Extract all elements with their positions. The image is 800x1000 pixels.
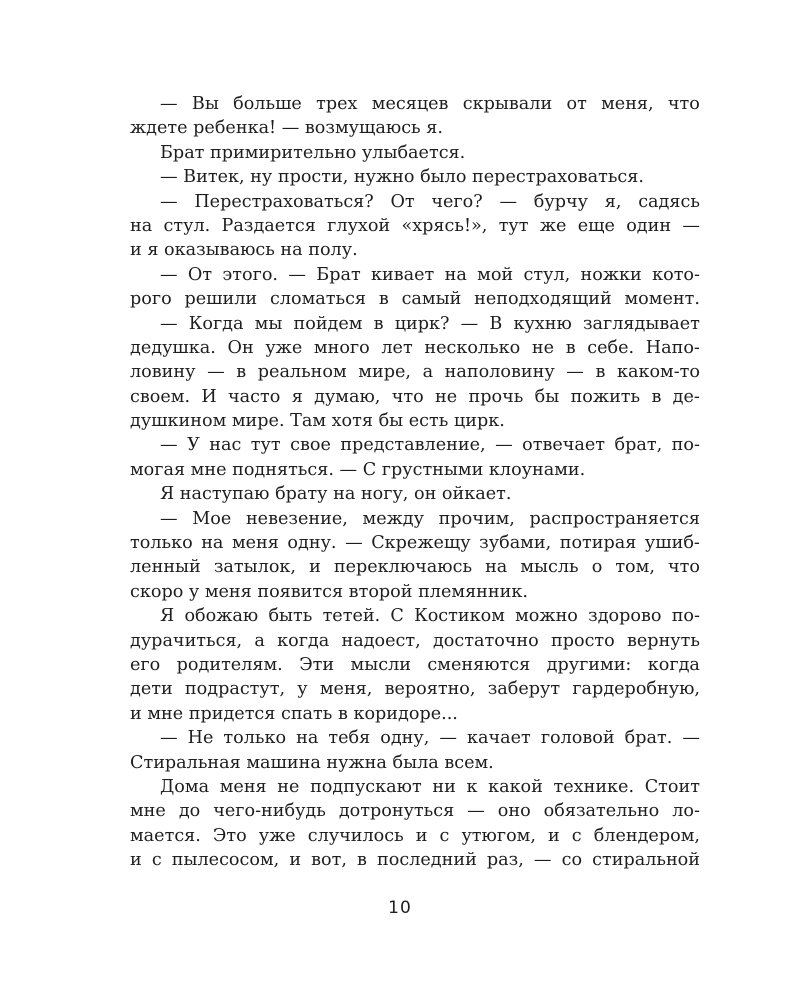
text-word: и: [309, 557, 321, 578]
text-word: —: [439, 728, 457, 749]
text-word: до: [178, 801, 201, 822]
text-word: просто: [550, 630, 615, 651]
text-word: вероятно,: [384, 679, 476, 700]
text-word: вернуть: [626, 630, 700, 651]
text-word: —: [495, 435, 513, 456]
text-word: Брат: [316, 264, 361, 285]
text-word: с: [151, 850, 162, 871]
text-line: [130, 312, 700, 336]
text-word: представление,: [340, 435, 486, 456]
text-word: раз,: [486, 850, 524, 871]
text-word: Перестраховаться?: [194, 191, 374, 212]
text-word: тебя: [328, 728, 371, 749]
text-word: меня: [231, 533, 279, 554]
text-line: [130, 775, 700, 799]
text-word: кото-: [652, 264, 700, 285]
text-word: Когда: [188, 313, 244, 334]
text-word: ленный: [130, 557, 201, 578]
text-word: —: [533, 850, 552, 871]
text-line: [130, 214, 700, 238]
text-word: на: [296, 728, 319, 749]
text-word: заглядывает: [582, 313, 700, 334]
text-word: стиральной: [592, 850, 700, 871]
text-word: зубами,: [479, 533, 552, 554]
text-word: один: [626, 215, 672, 236]
text-word: Дома: [160, 776, 210, 797]
text-word: От: [390, 191, 415, 212]
text-word: чего?: [431, 191, 483, 212]
text-word: каком-то: [616, 362, 700, 383]
text-word: подрастут,: [184, 679, 286, 700]
text-word: не: [277, 776, 300, 797]
text-word: «хрясь!»,: [401, 215, 488, 236]
text-line: [130, 92, 700, 116]
text-word: что: [667, 557, 700, 578]
text-word: рого: [130, 289, 172, 310]
text-word: Это: [212, 825, 247, 846]
text-word: де-: [672, 386, 700, 407]
text-word: прочим,: [438, 508, 515, 529]
text-word: еще: [577, 215, 615, 236]
text-word: технике.: [553, 776, 635, 797]
text-line: Стиральная машина нужна была всем.: [130, 752, 494, 773]
page-number: 10: [388, 898, 412, 918]
text-word: ловину: [130, 362, 196, 383]
text-word: переключаюсь: [333, 557, 473, 578]
text-word: только: [223, 728, 287, 749]
text-word: тетей.: [322, 606, 381, 627]
text-word: мается.: [130, 825, 201, 846]
text-line: [130, 263, 700, 287]
text-word: дурачиться,: [130, 630, 243, 651]
text-word: а: [254, 630, 265, 651]
text-word: —: [207, 362, 225, 383]
text-word: качает: [467, 728, 531, 749]
text-word: у: [297, 679, 308, 700]
text-line: [130, 799, 700, 823]
text-word: пылесосом,: [171, 850, 280, 871]
text-word: От: [187, 264, 213, 285]
text-word: дотронуться: [338, 801, 455, 822]
text-word: своем.: [130, 386, 191, 407]
text-word: мысли: [350, 654, 411, 675]
text-word: —: [682, 728, 700, 749]
text-word: месяцев: [371, 94, 449, 114]
text-line: [130, 848, 700, 872]
text-line: [130, 507, 700, 531]
text-word: и: [548, 825, 560, 846]
text-word: трех: [316, 94, 358, 114]
text-line: [130, 433, 700, 457]
text-word: нас: [209, 435, 242, 456]
text-word: меня,: [601, 94, 654, 114]
text-word: невезение,: [245, 508, 348, 529]
text-word: брат,: [614, 435, 663, 456]
text-word: С: [390, 606, 404, 627]
text-word: не: [531, 337, 555, 358]
text-word: Костиком: [414, 606, 505, 627]
text-word: много: [313, 337, 370, 358]
text-word: уже: [265, 337, 303, 358]
text-word: на: [485, 557, 508, 578]
text-word: прочь: [468, 386, 524, 407]
text-word: И: [201, 386, 217, 407]
text-line: [130, 726, 700, 750]
text-word: утюгом,: [461, 825, 536, 846]
text-word: по-: [671, 435, 700, 456]
text-word: пожить: [570, 386, 641, 407]
text-word: глухой: [327, 215, 391, 236]
text-word: и: [415, 825, 428, 846]
text-word: дедушка.: [130, 337, 216, 358]
text-word: стул.: [163, 215, 211, 236]
text-word: мире,: [358, 362, 411, 383]
text-word: ножки: [580, 264, 642, 285]
text-word: распространяется: [529, 508, 700, 529]
text-word: Раздается: [221, 215, 316, 236]
text-word: чего-нибудь: [213, 801, 326, 822]
text-word: его: [130, 654, 161, 675]
text-word: самый: [401, 289, 462, 310]
text-word: отвечает: [522, 435, 606, 456]
text-line: [130, 360, 700, 384]
text-word: дети: [130, 679, 173, 700]
text-word: достаточно: [432, 630, 539, 651]
text-line: [130, 336, 700, 360]
text-word: этого.: [222, 264, 279, 285]
text-line: [130, 385, 700, 409]
text-word: головой: [540, 728, 615, 749]
text-word: сломаться: [269, 289, 367, 310]
text-line: могая мне подняться. — С грустными клоунами.: [130, 459, 586, 480]
text-word: Он: [227, 337, 254, 358]
text-word: брат.: [624, 728, 673, 749]
text-word: надоест,: [341, 630, 421, 651]
text-line: и мне придется спать в коридоре...: [130, 703, 458, 724]
text-word: меня,: [319, 679, 373, 700]
text-word: неподходящий: [474, 289, 612, 310]
text-word: —: [345, 533, 363, 554]
text-word: наполовину: [444, 362, 555, 383]
text-word: только: [130, 533, 193, 554]
text-word: Вы: [191, 94, 219, 114]
text-word: том,: [615, 557, 655, 578]
text-word: В: [489, 313, 503, 334]
text-line: [130, 677, 700, 701]
text-word: свое: [290, 435, 331, 456]
text-word: —: [467, 801, 485, 822]
text-word: —: [682, 215, 700, 236]
text-line: — Витек, ну прости, нужно было перестраховаться.: [160, 167, 644, 188]
text-word: случилось: [307, 825, 404, 846]
text-line: [130, 629, 700, 653]
text-word: не: [435, 386, 458, 407]
text-line: Брат примирительно улыбается.: [160, 142, 466, 163]
text-word: тут: [250, 435, 281, 456]
text-word: бурчу: [533, 191, 588, 212]
text-word: скрывали: [462, 94, 553, 114]
text-word: к: [466, 776, 478, 797]
text-word: гардеробную,: [572, 679, 700, 700]
text-line: [130, 190, 700, 214]
text-word: в: [236, 362, 247, 383]
text-word: в: [357, 850, 367, 871]
text-word: потирая: [559, 533, 637, 554]
text-word: ни: [432, 776, 456, 797]
text-word: и: [130, 850, 142, 871]
text-word: уже: [258, 825, 296, 846]
text-word: в: [373, 313, 384, 334]
text-word: затылок,: [213, 557, 297, 578]
text-word: —: [160, 728, 178, 749]
text-word: с: [439, 825, 450, 846]
text-word: я: [291, 386, 303, 407]
text-word: родителям.: [176, 654, 283, 675]
text-word: мы: [254, 313, 283, 334]
text-line: ждете ребенка! — возмущаюсь я.: [130, 118, 443, 139]
text-word: цирк?: [394, 313, 450, 334]
text-word: по-: [671, 606, 700, 627]
text-word: пойдем: [293, 313, 363, 334]
text-word: момент.: [624, 289, 700, 310]
text-line: скоро у меня появится второй племянник.: [130, 581, 528, 602]
text-word: кухню: [513, 313, 572, 334]
text-word: садясь: [638, 191, 700, 212]
text-word: думаю,: [314, 386, 381, 407]
text-word: одну.: [287, 533, 337, 554]
text-word: Напо-: [645, 337, 700, 358]
text-word: Мое: [192, 508, 232, 529]
text-word: ушиб-: [644, 533, 700, 554]
text-line: [130, 824, 700, 848]
text-word: и: [289, 850, 302, 871]
text-word: быть: [268, 606, 313, 627]
text-word: кивает: [371, 264, 435, 285]
text-word: в: [378, 289, 389, 310]
text-word: можно: [515, 606, 578, 627]
text-word: Я: [160, 606, 175, 627]
text-word: мне: [130, 801, 166, 822]
text-word: между: [362, 508, 424, 529]
text-word: —: [499, 191, 518, 212]
text-word: обожаю: [184, 606, 259, 627]
text-word: что: [667, 94, 700, 114]
text-line: [130, 531, 700, 555]
body-text: [130, 92, 700, 873]
text-word: мысль: [520, 557, 579, 578]
text-word: последний: [377, 850, 477, 871]
text-word: —: [160, 435, 178, 456]
text-word: на: [444, 264, 467, 285]
text-word: часто: [228, 386, 281, 407]
text-word: же: [539, 215, 567, 236]
text-word: Скрежещу: [371, 533, 471, 554]
text-word: одну,: [380, 728, 430, 749]
text-word: тут: [498, 215, 529, 236]
text-word: себе.: [587, 337, 635, 358]
text-word: —: [160, 264, 178, 285]
text-word: решили: [184, 289, 258, 310]
text-word: а: [422, 362, 434, 383]
text-line: и я оказываюсь на полу.: [130, 240, 358, 261]
text-word: с: [571, 825, 582, 846]
text-word: меня: [219, 776, 267, 797]
text-word: —: [160, 191, 178, 212]
text-word: ло-: [672, 801, 700, 822]
text-word: со: [561, 850, 583, 871]
text-line: душкином мире. Там хотя бы есть цирк.: [130, 411, 505, 432]
text-line: [130, 604, 700, 628]
text-word: о: [591, 557, 603, 578]
text-word: —: [288, 264, 306, 285]
text-word: я,: [604, 191, 622, 212]
text-word: на: [201, 533, 224, 554]
text-word: другими:: [546, 654, 632, 675]
text-word: когда: [277, 630, 330, 651]
text-word: когда: [647, 654, 700, 675]
text-word: заберут: [487, 679, 561, 700]
text-word: —: [160, 508, 178, 529]
text-word: какой: [488, 776, 543, 797]
text-word: в: [565, 337, 576, 358]
text-word: мой: [477, 264, 514, 285]
text-word: несколько: [424, 337, 521, 358]
text-word: —: [460, 313, 479, 334]
text-word: что: [391, 386, 424, 407]
text-word: от: [566, 94, 587, 114]
text-word: на: [130, 215, 153, 236]
text-word: больше: [233, 94, 302, 114]
text-word: Стоит: [644, 776, 700, 797]
text-word: —: [160, 313, 178, 334]
text-word: подпускают: [310, 776, 422, 797]
text-word: обязательно: [543, 801, 660, 822]
text-word: Не: [187, 728, 214, 749]
text-word: оно: [497, 801, 531, 822]
text-word: —: [566, 362, 584, 383]
text-word: здорово: [588, 606, 662, 627]
text-word: в: [651, 386, 662, 407]
text-word: стул,: [523, 264, 571, 285]
text-word: У: [187, 435, 200, 456]
text-line: [130, 653, 700, 677]
text-word: вот,: [311, 850, 347, 871]
text-word: бы: [534, 386, 560, 407]
text-line: [130, 555, 700, 579]
text-line: Я наступаю брату на ногу, он ойкает.: [160, 484, 512, 505]
text-word: реальном: [257, 362, 347, 383]
text-line: [130, 287, 700, 311]
text-word: —: [160, 94, 178, 114]
text-word: блендером,: [593, 825, 700, 846]
text-word: лет: [381, 337, 413, 358]
text-word: Эти: [299, 654, 335, 675]
text-word: сменяются: [427, 654, 531, 675]
text-word: в: [595, 362, 606, 383]
